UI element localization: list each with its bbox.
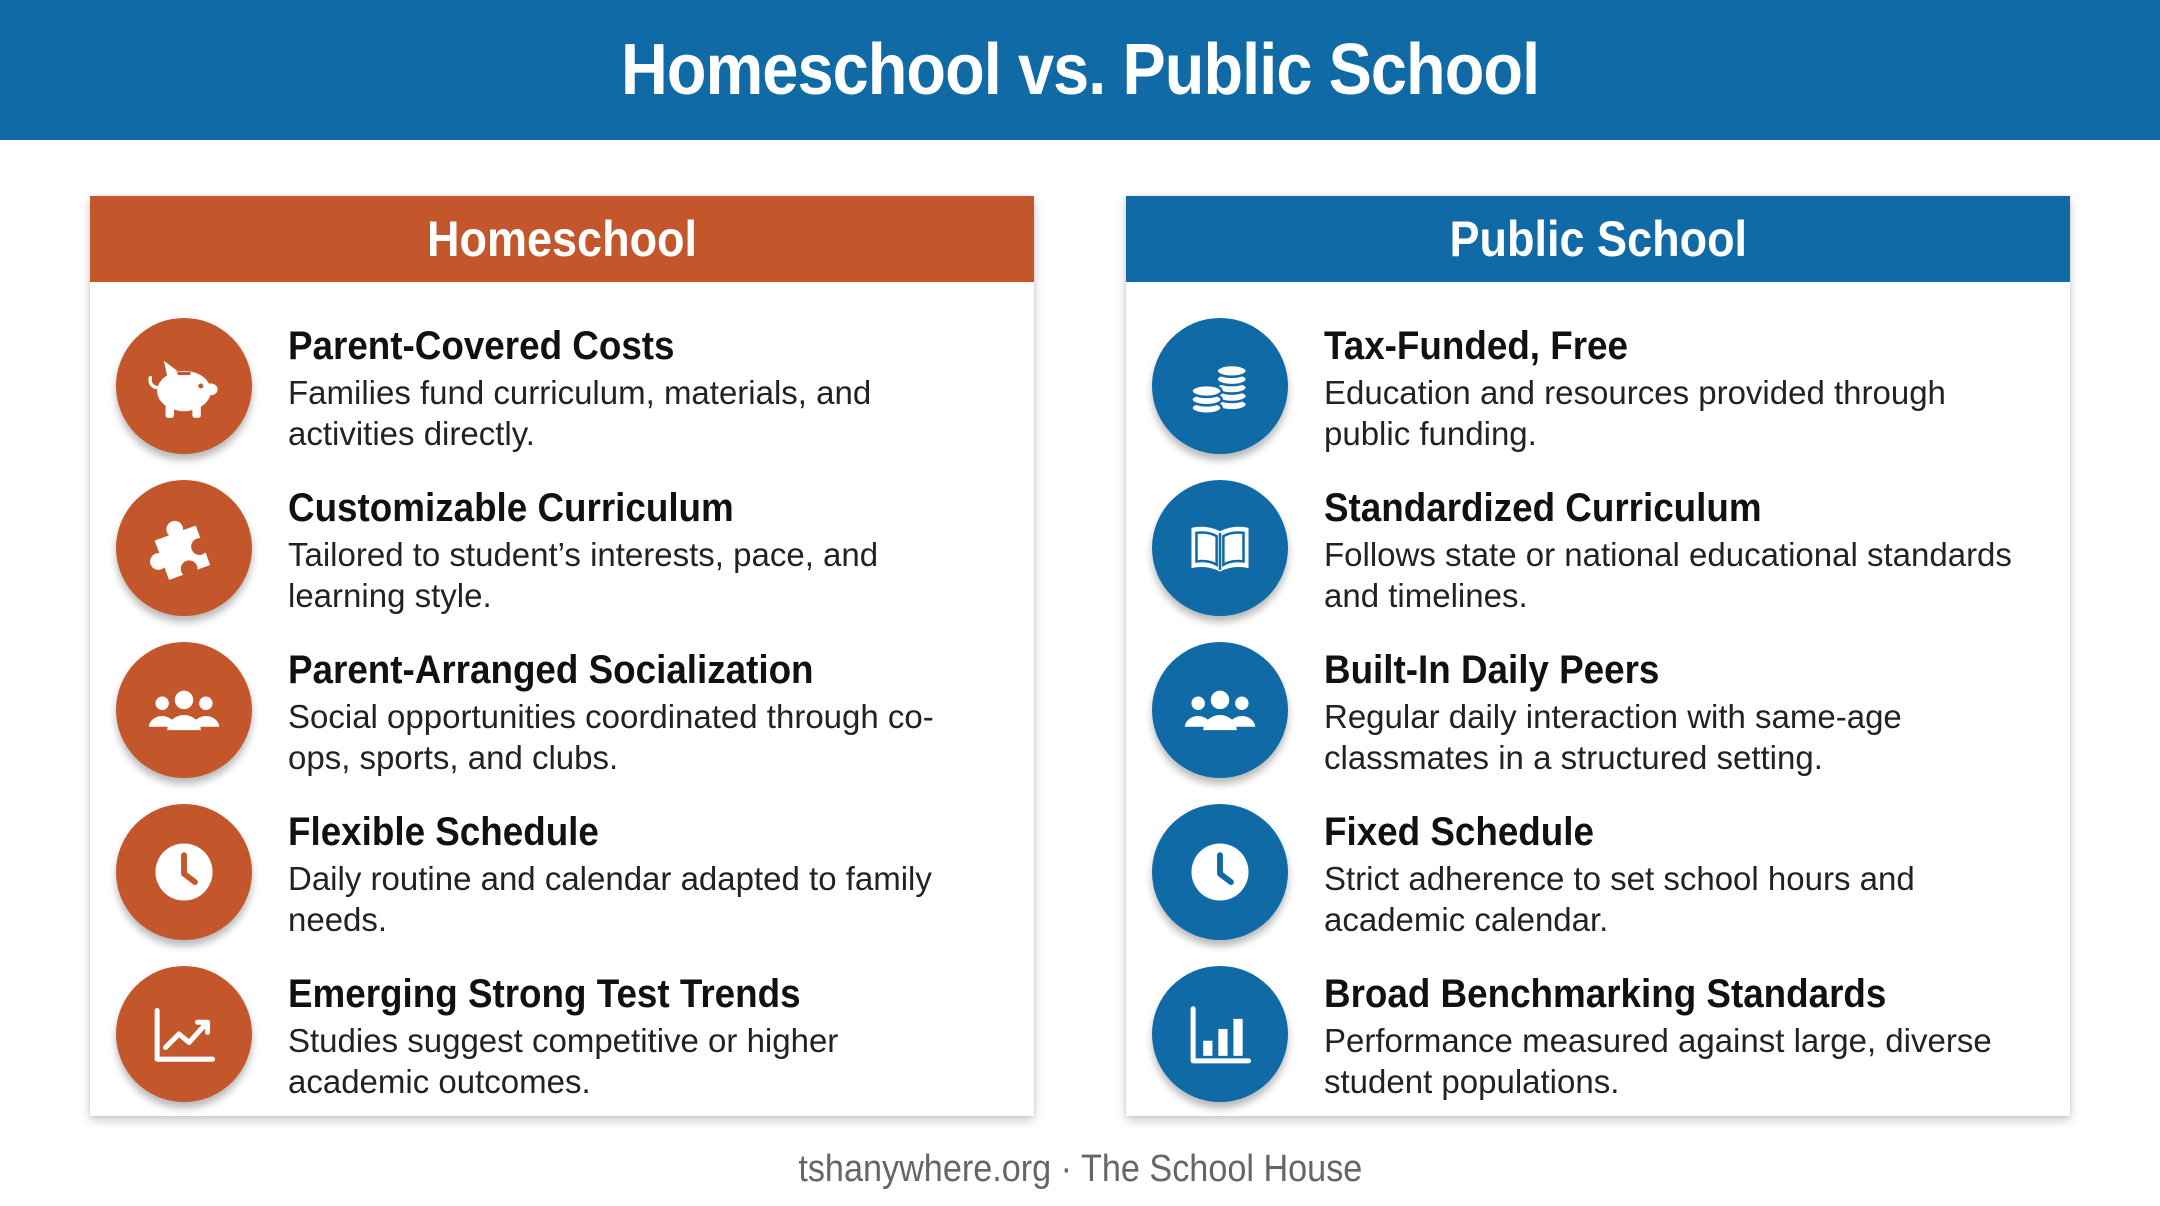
homeschool-item-socialization (90, 626, 1034, 788)
item-description: Strict adherence to set school hours and academic calendar. (1324, 860, 1915, 938)
item-description: Studies suggest competitive or higher academic outcomes. (288, 1022, 839, 1100)
footer-text: tshanywhere.org · The School House (798, 1148, 1362, 1190)
bar-chart-icon (1152, 966, 1288, 1102)
item-description: Regular daily interaction with same-age classmates in a structured setting. (1324, 698, 1902, 776)
item-description: Daily routine and calendar adapted to family needs. (288, 860, 932, 938)
homeschool-item-text (288, 646, 1018, 778)
item-title: Parent-Arranged Socialization (288, 648, 814, 692)
public-school-panel (1126, 196, 2070, 1116)
item-title: Tax-Funded, Free (1324, 324, 1628, 368)
clock-icon (116, 804, 252, 940)
public-item-text (1324, 322, 2054, 454)
item-title: Standardized Curriculum (1324, 486, 1762, 530)
public-school-items (1126, 282, 2070, 1116)
homeschool-item-schedule (90, 788, 1034, 950)
people-group-icon (1152, 642, 1288, 778)
footer-credit (0, 1148, 2160, 1191)
homeschool-item-text (288, 484, 1018, 616)
homeschool-item-text (288, 970, 1018, 1102)
homeschool-item-text (288, 808, 1018, 940)
item-description: Performance measured against large, diverse student populations. (1324, 1022, 1992, 1100)
homeschool-header (90, 196, 1034, 282)
public-item-funding (1126, 302, 2070, 464)
homeschool-panel (90, 196, 1034, 1116)
public-item-text (1324, 970, 2054, 1102)
coin-stacks-icon (1152, 318, 1288, 454)
item-title: Customizable Curriculum (288, 486, 734, 530)
item-description: Follows state or national educational standards and timelines. (1324, 536, 2012, 614)
clock-icon (1152, 804, 1288, 940)
open-book-icon (1152, 480, 1288, 616)
public-item-curriculum (1126, 464, 2070, 626)
item-title: Flexible Schedule (288, 810, 599, 854)
page-title: Homeschool vs. Public School (620, 30, 1540, 110)
public-item-text (1324, 808, 2054, 940)
homeschool-item-tests (90, 950, 1034, 1112)
public-item-text (1324, 646, 2054, 778)
item-description: Families fund curriculum, materials, and activities directly. (288, 374, 872, 452)
trend-chart-icon (116, 966, 252, 1102)
homeschool-item-text (288, 322, 1018, 454)
item-description: Social opportunities coordinated through co-ops, sports, and clubs. (288, 698, 934, 776)
item-title: Broad Benchmarking Standards (1324, 972, 1887, 1016)
public-item-text (1324, 484, 2054, 616)
item-description: Tailored to student’s interests, pace, and learning style. (288, 536, 879, 614)
item-title: Parent-Covered Costs (288, 324, 675, 368)
homeschool-item-costs (90, 302, 1034, 464)
homeschool-items (90, 282, 1034, 1116)
public-school-header (1126, 196, 2070, 282)
item-description: Education and resources provided through public funding. (1324, 374, 1946, 452)
title-bar (0, 0, 2160, 140)
item-title: Fixed Schedule (1324, 810, 1594, 854)
puzzle-piece-icon (116, 480, 252, 616)
public-item-peers (1126, 626, 2070, 788)
item-title: Built-In Daily Peers (1324, 648, 1660, 692)
item-title: Emerging Strong Test Trends (288, 972, 801, 1016)
homeschool-header-label: Homeschool (426, 211, 698, 267)
public-item-schedule (1126, 788, 2070, 950)
public-school-header-label: Public School (1449, 211, 1747, 267)
people-group-icon (116, 642, 252, 778)
public-item-benchmarking (1126, 950, 2070, 1112)
homeschool-item-curriculum (90, 464, 1034, 626)
piggy-bank-icon (116, 318, 252, 454)
